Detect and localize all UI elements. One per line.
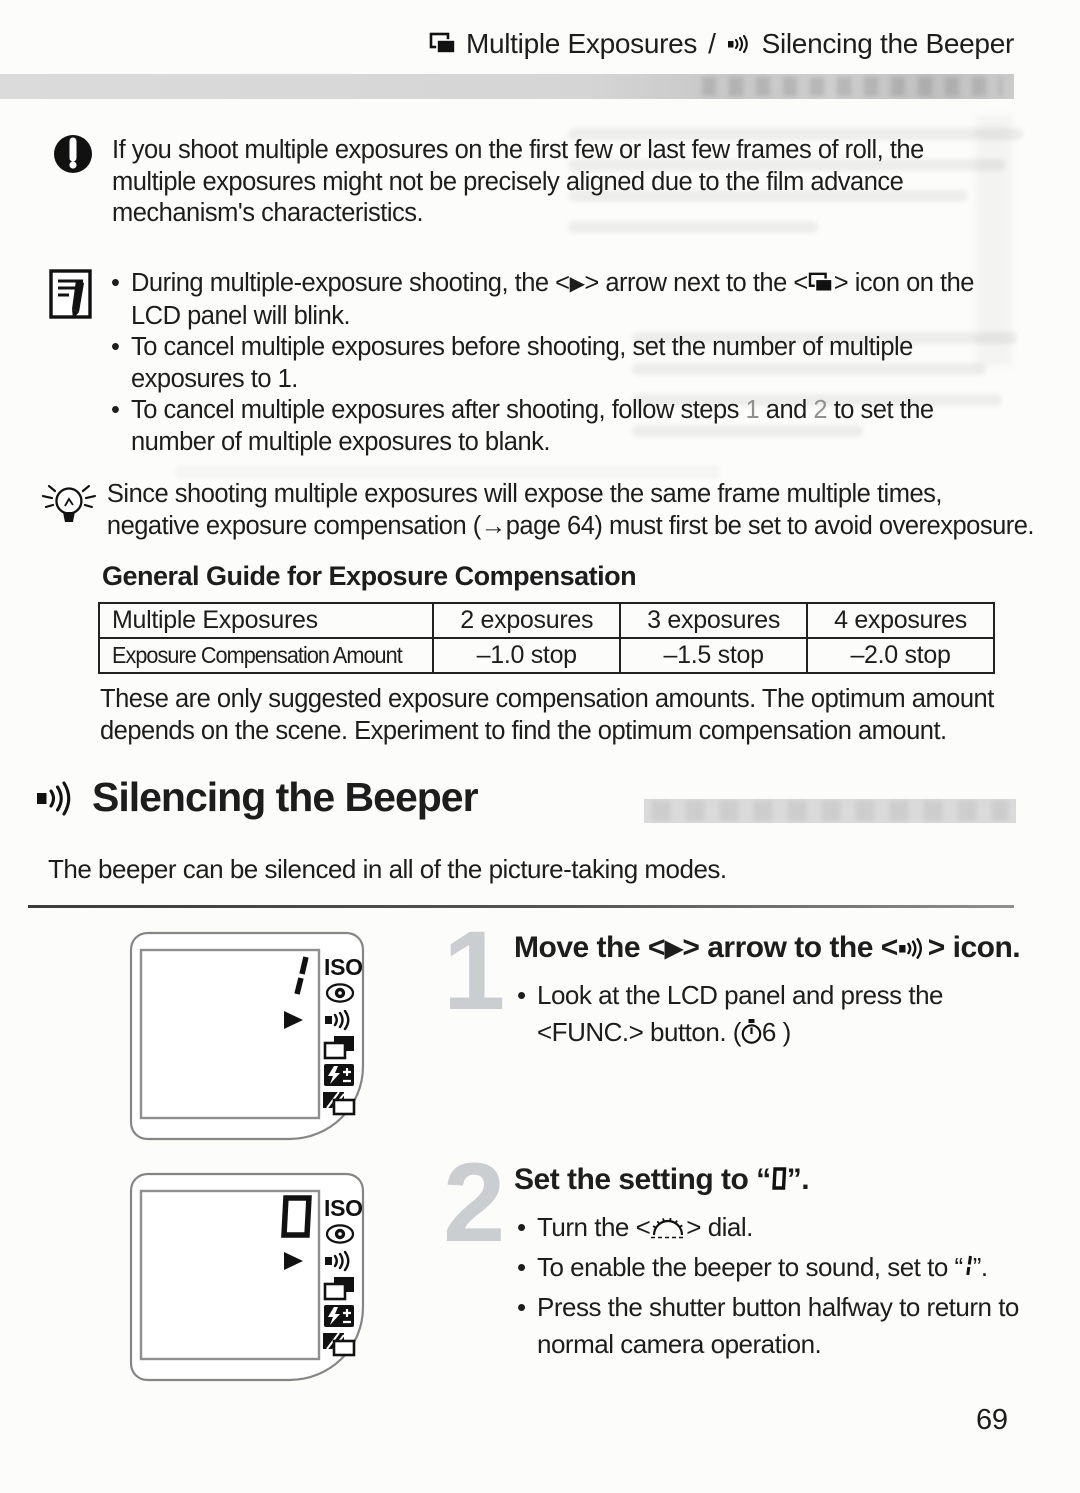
table-row (99, 638, 994, 673)
step-1 (443, 908, 1029, 1051)
guide-note: These are only suggested exposure compensation amounts. The optimum amount depends on the scene. Experiment to find the optimum compensation amount. (100, 685, 994, 745)
section-heading (36, 774, 478, 821)
instruction-text: ”. (972, 1252, 988, 1282)
seven-segment-digit-1 (963, 1253, 973, 1279)
note-text: and (759, 396, 814, 424)
iso-label: ISO (324, 1195, 363, 1221)
table-cell: Multiple Exposures (99, 603, 433, 638)
step-number: 1 (443, 908, 506, 1033)
step-instruction (514, 1249, 1029, 1286)
note-text: During multiple-exposure shooting, the < (131, 269, 570, 297)
header-divider-bar (0, 74, 1014, 99)
note-item (108, 268, 988, 332)
running-header-left: Multiple Exposures (465, 28, 698, 59)
table-cell: 2 exposures (433, 603, 620, 638)
arrow-right-icon: ▶ (664, 935, 683, 961)
timer-icon (741, 1019, 762, 1045)
step-body (514, 1151, 1029, 1363)
step-title-text: Set the setting to “ (514, 1163, 771, 1196)
beeper-icon (36, 780, 80, 816)
table-cell: –2.0 stop (807, 638, 994, 673)
notes-block (48, 268, 998, 458)
caution-note (52, 133, 1012, 230)
lcd-panel-illustration-1 (128, 930, 366, 1142)
tip-lightbulb-icon (40, 479, 98, 533)
instruction-text: Turn the < (537, 1212, 651, 1242)
step-title-text: > icon. (927, 931, 1021, 964)
instruction-text: To enable the beeper to sound, set to “ (537, 1252, 963, 1282)
beeper-icon (898, 937, 928, 960)
flash-compensation-icon (324, 1064, 354, 1086)
section-title-bar (644, 799, 1016, 823)
step-title-text: > arrow to the < (682, 931, 898, 964)
section-intro: The beeper can be silenced in all of the picture-taking modes. (48, 854, 727, 884)
instruction-text: > dial. (686, 1212, 753, 1242)
step-2-title (514, 1159, 1029, 1201)
note-item (108, 395, 988, 458)
iso-label: ISO (324, 954, 363, 980)
instruction-text: Look at the LCD panel and press the <FUNC.> button. ( (537, 980, 944, 1047)
running-header (429, 28, 1014, 60)
table-cell: 4 exposures (807, 603, 994, 638)
caution-text: If you shoot multiple exposures on the first few or last few frames of roll, the multiple exposures might not be precisely aligned due to the film advance mechanism's characteristics. (112, 136, 924, 227)
tip-text: Since shooting multiple exposures will expose the same frame multiple times, negative exposure compensation (→page 64) must first be set to avoid overexposure. (106, 480, 1035, 540)
table-row (99, 603, 994, 638)
step-1-title (514, 927, 1029, 969)
step-instruction: • Press the shutter button halfway to return to normal camera operation. (514, 1289, 1029, 1363)
tip-block (40, 479, 1040, 542)
page-number: 69 (976, 1404, 1008, 1436)
section-title: Silencing the Beeper (92, 774, 478, 820)
table-cell: 3 exposures (620, 603, 807, 638)
step-title-text: Move the < (514, 931, 665, 964)
exposure-compensation-table (98, 602, 995, 674)
table-cell: –1.5 stop (620, 638, 807, 673)
multi-exposure-icon (808, 272, 834, 294)
running-header-separator: / (708, 28, 716, 59)
instruction-text: 6 ) (761, 1017, 791, 1047)
step-2-reference: 2 (813, 396, 828, 424)
step-number: 2 (443, 1140, 506, 1265)
guide-heading: General Guide for Exposure Compensation (102, 561, 637, 591)
main-dial-icon (650, 1217, 686, 1239)
note-text: to set the number of multiple exposures to blank. (131, 396, 934, 456)
note-icon (48, 268, 95, 322)
note-text: > arrow next to the < (584, 269, 808, 297)
step-instruction (514, 977, 1029, 1051)
table-cell: –1.0 stop (433, 638, 620, 673)
table-cell (99, 638, 433, 673)
lcd-panel-illustration-2 (128, 1171, 366, 1383)
arrow-right-icon: ▶ (569, 273, 585, 295)
step-2 (443, 1140, 1029, 1363)
note-item: • To cancel multiple exposures before shooting, set the number of multiple exposures to 1. (108, 332, 988, 395)
caution-icon (52, 133, 96, 177)
beeper-icon (727, 34, 753, 54)
step-instruction (514, 1209, 1029, 1246)
step-body (514, 919, 1029, 1051)
flash-compensation-icon (324, 1305, 354, 1327)
notes-list (108, 268, 988, 458)
running-header-right: Silencing the Beeper (761, 28, 1014, 59)
horizontal-rule (28, 905, 1014, 908)
seven-segment-digit-0 (771, 1166, 787, 1192)
table-cell-label: Exposure Compensation Amount (112, 642, 402, 668)
multi-exposure-icon (429, 32, 457, 56)
note-text: > icon on the LCD panel will blink. (131, 269, 974, 330)
step-1-reference: 1 (745, 396, 760, 424)
note-text: To cancel multiple exposures after shooting, follow steps (131, 396, 746, 424)
step-title-text: ”. (786, 1163, 810, 1196)
